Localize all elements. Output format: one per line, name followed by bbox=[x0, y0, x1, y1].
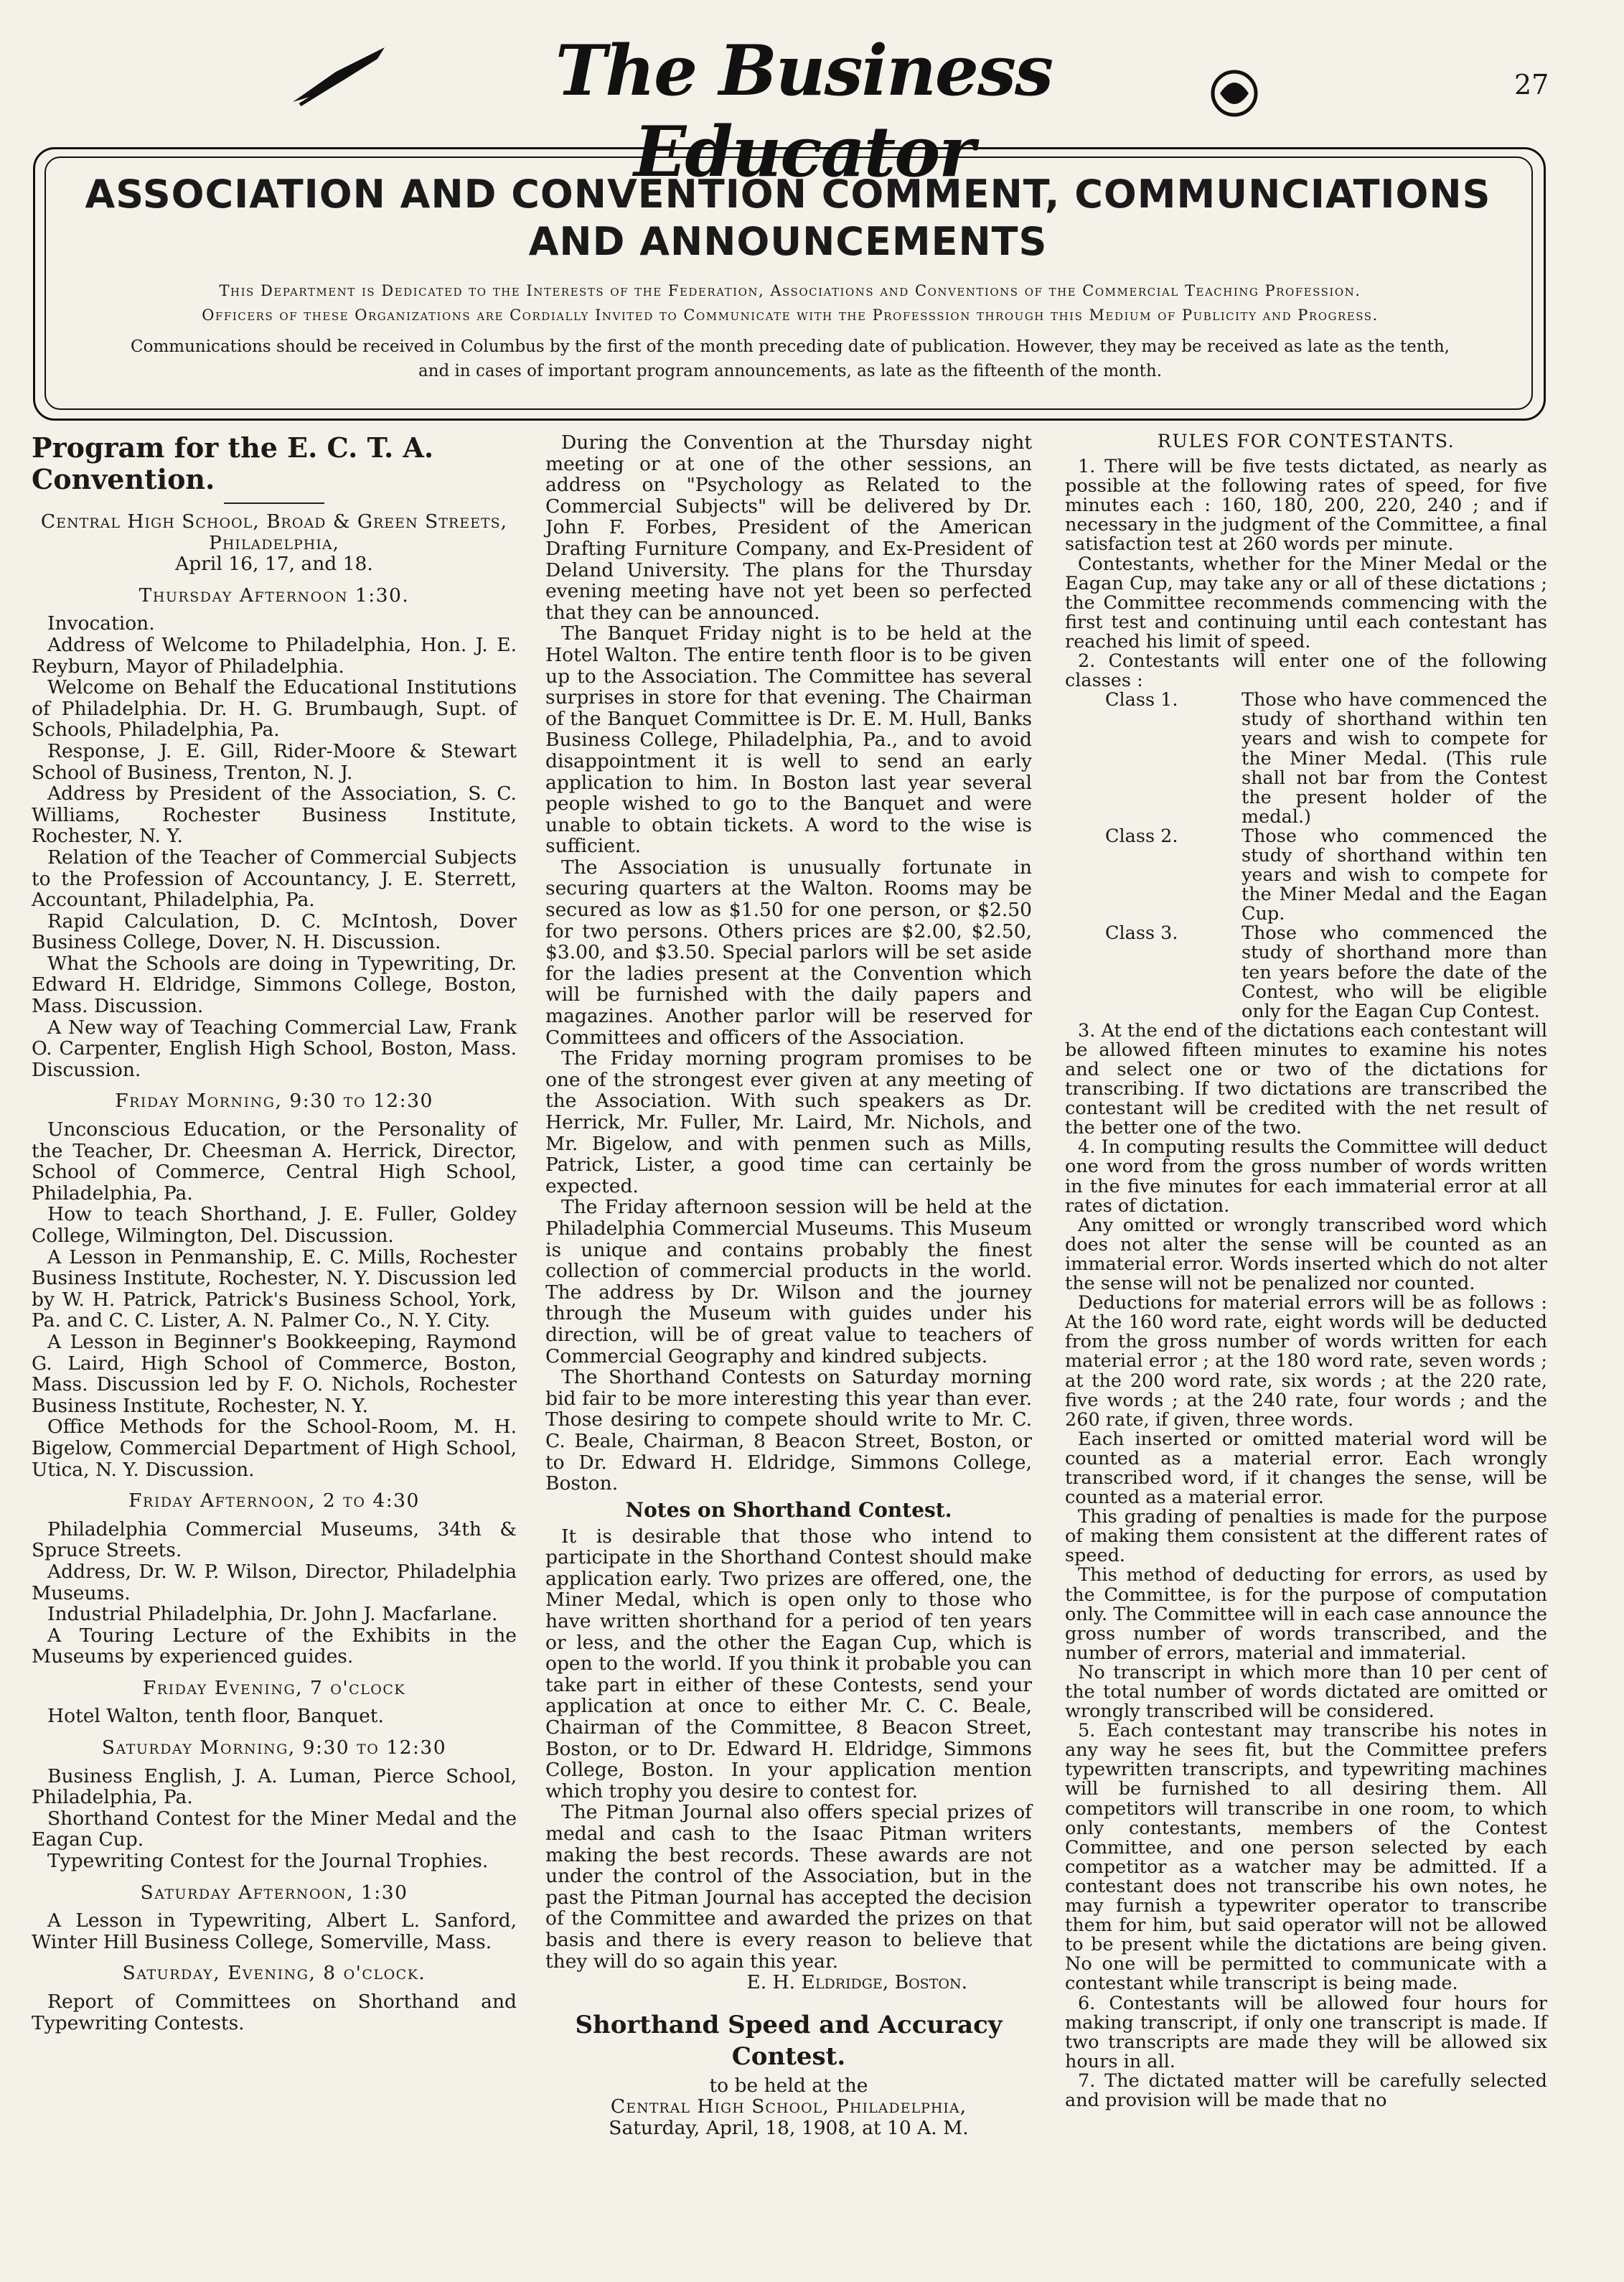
paragraph: It is desirable that those who intend to participate in the Shorthand Contest should make application early. Two prizes are offered, one, the Miner Medal, which is open only to those who have written shorthand for a period of ten years or less, and the other the Eagan Cup, which is open to the world. If you think it probable you can take part in either of these Contests, send your application at once to either Mr. C. C. Beale, Chairman of the Committee, 8 Beacon Street, Boston, or to Dr. Edward H. Eldridge, Simmons College, Boston. In your application mention which trophy you desire to contest for. bbox=[545, 1525, 1032, 1802]
rule: This grading of penalties is made for the purpose of making them consistent at the different rates of speed. bbox=[1065, 1506, 1547, 1567]
speed-contest-sub: Central High School, Philadelphia, bbox=[610, 2095, 967, 2118]
rule: 5. Each contestant may transcribe his notes in any way he sees fit, but the Committee prefers typewritten transcripts, and typewriting machines will be furnished to all desiring them. All competitors will transcribe in one room, to which only contestants, members of the Contest Committee, and one person selected by each competitor as a watcher may be admitted. If a contestant does not transcribe his own notes, he may furnish a typewriter operator to transcribe them for him, but said operator will not be allowed to be present while the dictations are being given. No one will be permitted to communicate with a contestant while transcript is being made. bbox=[1065, 1720, 1547, 1995]
program-item: Response, J. E. Gill, Rider-Moore & Stewart School of Business, Trenton, N. J. bbox=[32, 739, 517, 784]
quill-icon bbox=[293, 43, 386, 108]
banner-dept-line: This Department is Dedicated to the Interests of the Federation, Associations and Conventions of the Commercial Teaching Profession. bbox=[219, 282, 1361, 299]
program-heading: Program for the E. C. T. A. Convention. bbox=[32, 431, 434, 495]
banner-title-line: AND ANNOUNCEMENTS bbox=[528, 219, 1048, 264]
session-heading: Thursday Afternoon 1:30. bbox=[139, 584, 410, 607]
banner-dept-line: Officers of these Organizations are Cordially Invited to Communicate with the Professsion through this Medium of Publicity and Progress. bbox=[202, 307, 1379, 324]
program-item: Address of Welcome to Philadelphia, Hon. J. E. Reyburn, Mayor of Philadelphia. bbox=[32, 633, 517, 678]
program-item: Shorthand Contest for the Miner Medal and the Eagan Cup. bbox=[32, 1807, 517, 1851]
program-item: A New way of Teaching Commercial Law, Frank O. Carpenter, English High School, Boston, Mass. Discussion. bbox=[32, 1016, 517, 1081]
rule: Any omitted or wrongly transcribed word which does not alter the sense will be counted as an immaterial error. Words inserted which do not alter the sense will not be penalized nor counted. bbox=[1065, 1214, 1547, 1295]
program-item: A Lesson in Penmanship, E. C. Mills, Rochester Business Institute, Rochester, N. Y. Discussion led by W. H. Patrick, Patrick's Business School, York, Pa. and C. C. Lister, A. N. Palmer Co., N. Y. City. bbox=[32, 1245, 517, 1332]
class-text: Those who commenced the study of shorthand more than ten years before the date of the Contest, who will be eligible only for the Eagan Cup Contest. bbox=[1242, 922, 1547, 1022]
program-item: A Touring Lecture of the Exhibits in the Museums by experienced guides. bbox=[32, 1624, 517, 1668]
notes-heading: Notes on Shorthand Contest. bbox=[625, 1497, 952, 1522]
masthead bbox=[0, 0, 1624, 192]
page-number: 27 bbox=[1514, 69, 1549, 100]
program-item: Industrial Philadelphia, Dr. John J. Macfarlane. bbox=[47, 1603, 498, 1626]
banner-communications-note bbox=[69, 335, 1511, 383]
program-item: Business English, J. A. Luman, Pierce School, Philadelphia, Pa. bbox=[32, 1764, 517, 1809]
banner-comm-line: Communications should be received in Columbus by the first of the month preceding date of publication. However, they may be received as late as the tenth, bbox=[131, 337, 1450, 356]
program-item: A Lesson in Typewriting, Albert L. Sanford, Winter Hill Business College, Somerville, Mass. bbox=[32, 1909, 517, 1953]
program-item: Address, Dr. W. P. Wilson, Director, Philadelphia Museums. bbox=[32, 1560, 517, 1604]
session-heading: Friday Afternoon, 2 to 4:30 bbox=[128, 1490, 420, 1512]
rule: 7. The dictated matter will be carefully selected and provision will be made that no bbox=[1065, 2070, 1547, 2111]
session-heading: Saturday Morning, 9:30 to 12:30 bbox=[101, 1736, 447, 1759]
session-heading: Saturday Afternoon, 1:30 bbox=[140, 1881, 408, 1904]
program-item: Invocation. bbox=[47, 612, 155, 635]
class-text: Those who have commenced the study of shorthand within ten years and wish to compete for the Miner Medal. (This rule shall not bar from the Contest the present holder of the medal.) bbox=[1242, 689, 1547, 828]
program-dates: April 16, 17, and 18. bbox=[175, 553, 373, 576]
class-label: Class 1. bbox=[1105, 689, 1178, 711]
class-row bbox=[1065, 691, 1547, 827]
paragraph: The Friday morning program promises to be one of the strongest ever given at any meeting of the Association. With such speakers as Dr. Herrick, Mr. Fuller, Mr. Laird, Mr. Nichols, and Mr. Bigelow, and with penmen such as Mills, Patrick, Lister, a good time can certainly be expected. bbox=[545, 1047, 1032, 1197]
paragraph: During the Convention at the Thursday night meeting or at one of the other sessions, an address on "Psychology as Related to the Commercial Subjects" will be delivered by Dr. John F. Forbes, President of the American Drafting Furniture Company, and Ex-President of Deland University. The plans for the Thursday evening meeting have not yet been so perfected that they can be announced. bbox=[545, 431, 1032, 624]
rule: 1. There will be five tests dictated, as nearly as possible at the following rates of speed, for five minutes each : 160, 180, 200, 220, 240 ; and if necessary in the judgment of the Committee, a final satisfaction test at 260 words per minute. bbox=[1065, 456, 1547, 556]
program-item: Rapid Calculation, D. C. McIntosh, Dover Business College, Dover, N. H. Discussion. bbox=[32, 909, 517, 954]
rule: 2. Contestants will enter one of the following classes : bbox=[1065, 650, 1547, 692]
program-item: What the Schools are doing in Typewriting, Dr. Edward H. Eldridge, Simmons College, Boston, Mass. Discussion. bbox=[32, 952, 517, 1018]
paragraph: The Friday afternoon session will be held at the Philadelphia Commercial Museums. This Museum is unique and contains probably the finest collection of commercial products in the world. The address by Dr. Wilson and the journey through the Museum with guides under his direction, will be of great value to teachers of Commercial Geography and kindred subjects. bbox=[545, 1196, 1032, 1367]
column-rules bbox=[1065, 432, 1547, 2110]
session-heading: Friday Morning, 9:30 to 12:30 bbox=[115, 1090, 433, 1113]
rule: 3. At the end of the dictations each contestant will be allowed fifteen minutes to examine his notes and select one or two of the dictations for transcribing. If two dictations are transcribed the contestant will be credited with the net result of the better one of the two. bbox=[1065, 1019, 1547, 1139]
rule: Deductions for material errors will be as follows : At the 160 word rate, eight words will be deducted from the gross number of words written for each material error ; at the 180 word rate, seven words ; at the 200 word rate, six words ; at the 220 rate, five words ; at the 240 rate, four words ; and the 260 rate, if given, three words. bbox=[1065, 1292, 1547, 1431]
program-item: Hotel Walton, tenth floor, Banquet. bbox=[47, 1705, 384, 1728]
program-item: How to teach Shorthand, J. E. Fuller, Goldey College, Wilmington, Del. Discussion. bbox=[32, 1203, 517, 1247]
column-convention-notes bbox=[545, 432, 1032, 2139]
program-item: A Lesson in Beginner's Bookkeeping, Raymond G. Laird, High School of Commerce, Boston, Mass. Discussion led by F. O. Nichols, Rochester Business Institute, Rochester, N. Y. bbox=[32, 1330, 517, 1417]
masthead-title: The Business Educator bbox=[555, 30, 1053, 192]
program-item: Relation of the Teacher of Commercial Subjects to the Profession of Accountancy, J. E. Sterrett, Accountant, Philadelphia, Pa. bbox=[32, 846, 517, 912]
program-item: Typewriting Contest for the Journal Trophies. bbox=[47, 1850, 489, 1873]
emblem-icon bbox=[1206, 65, 1263, 122]
class-label: Class 3. bbox=[1105, 922, 1178, 945]
class-row bbox=[1065, 924, 1547, 1021]
rule: No transcript in which more than 10 per cent of the total number of words dictated are omitted or wrongly transcribed will be considered. bbox=[1065, 1661, 1547, 1723]
speed-contest-heading: Shorthand Speed and Accuracy Contest. bbox=[575, 2010, 1003, 2071]
paragraph: The Pitman Journal also offers special prizes of medal and cash to the Isaac Pitman writers making the best records. These awards are not under the control of the Association, but in the past the Pitman Journal has accepted the decision of the Committee and awarded the prizes on that basis and there is every reason to believe that they will do so again this year. bbox=[545, 1801, 1032, 1973]
rule: 6. Contestants will be allowed four hours for making transcript, if only one transcript is made. If two transcripts are made they will be allowed six hours in all. bbox=[1065, 1992, 1547, 2072]
class-row bbox=[1065, 827, 1547, 924]
rule: 4. In computing results the Committee will deduct one word from the gross number of words written in the five minutes for each immaterial error at all rates of dictation. bbox=[1065, 1136, 1547, 1217]
program-item: Philadelphia Commercial Museums, 34th & Spruce Streets. bbox=[32, 1518, 517, 1562]
speed-contest-sub: to be held at the bbox=[709, 2074, 868, 2097]
rules-heading: RULES FOR CONTESTANTS. bbox=[1157, 431, 1455, 452]
program-item: Report of Committees on Shorthand and Typewriting Contests. bbox=[32, 1991, 517, 2034]
column-program bbox=[32, 432, 517, 2034]
banner-title bbox=[57, 171, 1519, 266]
speed-contest-sub: Saturday, April, 18, 1908, at 10 A. M. bbox=[609, 2116, 969, 2139]
session-heading: Friday Evening, 7 o'clock bbox=[142, 1676, 406, 1699]
banner-comm-line: and in cases of important program announcements, as late as the fifteenth of the month. bbox=[418, 362, 1163, 380]
rule: Contestants, whether for the Miner Medal or the Eagan Cup, may take any or all of these dictations ; the Committee recommends commencing with the first test and continuing until each contestant has reached his limit of speed. bbox=[1065, 553, 1547, 653]
banner-title-line: ASSOCIATION AND CONVENTION COMMENT, COMMUNCIATIONS bbox=[85, 172, 1491, 217]
banner-department-note bbox=[69, 279, 1511, 327]
program-item: Office Methods for the School-Room, M. H. Bigelow, Commercial Department of High School, Utica, N. Y. Discussion. bbox=[32, 1416, 517, 1481]
paragraph: The Shorthand Contests on Saturday morning bid fair to be more interesting this year than ever. Those desiring to compete should write to Mr. C. C. Beale, Chairman, 8 Beacon Street, Boston, or to Dr. Edward H. Eldridge, Simmons College, Boston. bbox=[545, 1366, 1032, 1495]
program-item: Address by President of the Association, S. C. Williams, Rochester Business Institute, Rochester, N. Y. bbox=[32, 782, 517, 848]
program-item: Welcome on Behalf the Educational Institutions of Philadelphia. Dr. H. G. Brumbaugh, Supt. of Schools, Philadelphia, Pa. bbox=[32, 676, 517, 742]
program-item: Unconscious Education, or the Personality of the Teacher, Dr. Cheesman A. Herrick, Director, School of Commerce, Central High School, Philadelphia, Pa. bbox=[32, 1118, 517, 1205]
paragraph: The Banquet Friday night is to be held at the Hotel Walton. The entire tenth floor is to be given up to the Association. The Committee has several surprises in store for that evening. The Chairman of the Banquet Committee is Dr. E. M. Hull, Banks Business College, Philadelphia, Pa., and to avoid disappointment it is well to send an early application to him. In Boston last year several people wished to go to the Banquet and were unable to obtain tickets. A word to the wise is sufficient. bbox=[545, 622, 1032, 858]
class-label: Class 2. bbox=[1105, 825, 1178, 847]
rule: This method of deducting for errors, as used by the Committee, is for the purpose of computation only. The Committee will in each case announce the gross number of words transcribed, and the number of errors, material and immaterial. bbox=[1065, 1564, 1547, 1664]
divider bbox=[224, 502, 324, 504]
class-text: Those who commenced the study of shorthand within ten years and wish to compete for the Miner Medal and the Eagan Cup. bbox=[1242, 825, 1547, 925]
program-location: Central High School, Broad & Green Streets, Philadelphia, bbox=[40, 510, 508, 554]
paragraph: The Association is unusually fortunate in securing quarters at the Walton. Rooms may be secured as low as $1.50 for one person, or $2.50 for two persons. Others prices are $2.00, $2.50, $3.00, and $3.50. Special parlors will be set aside for the ladies present at the Convention which will be furnished with the daily papers and magazines. Another parlor will be reserved for Committees and officers of the Association. bbox=[545, 856, 1032, 1049]
rule: Each inserted or omitted material word will be counted as a material error. Each wrongly transcribed word, if it changes the sense, will be counted as a material error. bbox=[1065, 1428, 1547, 1509]
session-heading: Saturday, Evening, 8 o'clock. bbox=[122, 1962, 426, 1985]
signature: E. H. Eldridge, Boston. bbox=[746, 1971, 967, 1994]
